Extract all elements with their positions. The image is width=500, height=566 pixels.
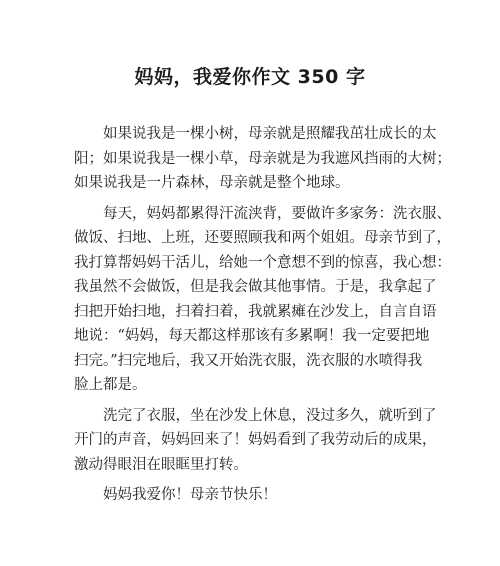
document-title: 妈妈，我爱你作文 350 字 (134, 66, 366, 88)
paragraph-line: 我虽然不会做饭，但是我会做其他事情。于是，我拿起了 (74, 279, 437, 295)
paragraph-line: 如果说我是一棵小树，母亲就是照耀我茁壮成长的太 (103, 126, 437, 142)
paragraph-line: 扫完。”扫完地后，我又开始洗衣服，洗衣服的水喷得我 (74, 352, 423, 369)
paragraph-line: 阳；如果说我是一棵小草，母亲就是为我遮风挡雨的大树； (74, 150, 451, 167)
paragraph-4 (74, 483, 430, 508)
paragraph-line: 如果说我是一片森林，母亲就是整个地球。 (74, 175, 350, 191)
paragraph-line: 脸上都是。 (74, 377, 147, 393)
paragraph-line: 每天，妈妈都累得汗流浃背，要做许多家务：洗衣服、 (103, 205, 451, 222)
paragraph-line: 开门的声音，妈妈回来了！妈妈看到了我劳动后的成果， (74, 432, 437, 448)
document-body (74, 122, 451, 514)
paragraph-line: 扫把开始扫地，扫着扫着，我就累瘫在沙发上，自言自语 (74, 303, 437, 320)
paragraph-2 (74, 202, 451, 398)
paragraph-3 (74, 404, 437, 478)
paragraph-line: 洗完了衣服，坐在沙发上休息，没过多久，就听到了 (103, 407, 437, 424)
paragraph-1 (74, 122, 451, 196)
paragraph-line: 我打算帮妈妈干活儿，给她一个意想不到的惊喜，我心想： (74, 254, 451, 271)
paragraph-line: 激动得眼泪在眼眶里打转。 (74, 456, 248, 473)
paragraph-line: 地说：“妈妈，每天都这样那该有多累啊！我一定要把地 (74, 328, 430, 344)
paragraph-line: 妈妈我爱你！母亲节快乐！ (103, 487, 277, 503)
paragraph-line: 做饭、扫地、上班，还要照顾我和两个姐姐。母亲节到了， (74, 230, 451, 246)
